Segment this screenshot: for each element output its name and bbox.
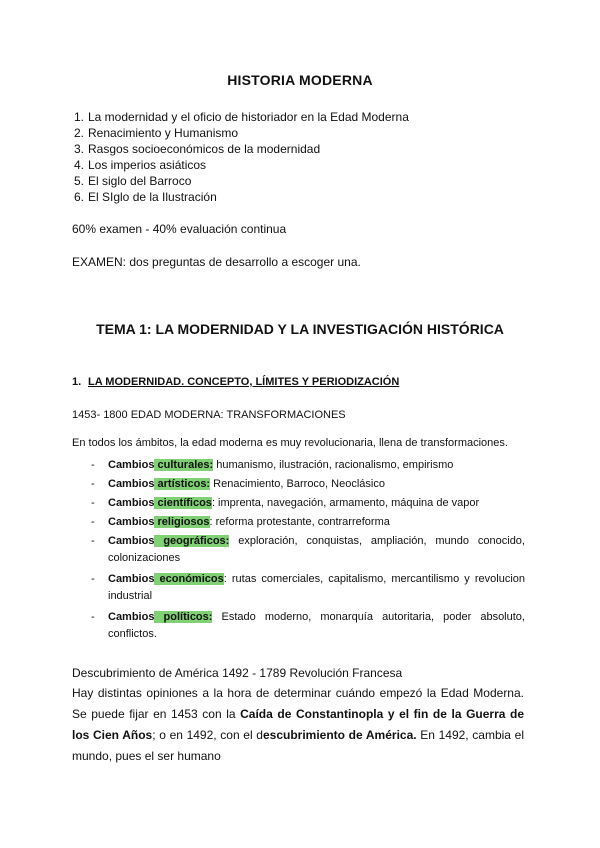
change-label: Cambios bbox=[108, 497, 155, 509]
list-item bbox=[91, 514, 525, 531]
change-category-highlight: culturales: bbox=[154, 459, 214, 471]
exam-text: EXAMEN: dos preguntas de desarrollo a escoger una. bbox=[72, 255, 361, 269]
change-description: Estado moderno, monarquía autoritaria, poder absoluto, conflictos. bbox=[108, 611, 525, 640]
change-category-highlight: científicos bbox=[154, 497, 212, 509]
list-text: Renacimiento y Humanismo bbox=[88, 126, 239, 140]
change-label: Cambios bbox=[108, 573, 155, 585]
list-item bbox=[73, 158, 207, 172]
change-category-highlight: económicos bbox=[154, 573, 224, 585]
list-item bbox=[73, 190, 217, 204]
change-label: Cambios bbox=[108, 478, 155, 490]
list-number: 6. bbox=[73, 190, 84, 204]
list-item bbox=[91, 476, 525, 493]
change-description: : rutas comerciales, capitalismo, mercantilismo y revolucion industrial bbox=[108, 573, 525, 602]
list-item bbox=[73, 126, 239, 140]
paragraph-text: En 1492, cambia el mundo, pues el ser humano bbox=[72, 728, 524, 763]
change-category-highlight: geográficos: bbox=[154, 535, 230, 547]
bullet-dash: - bbox=[91, 611, 95, 623]
intro-text: En todos los ámbitos, la edad moderna es muy revolucionaria, llena de transformaciones. bbox=[72, 437, 508, 449]
period-text: 1453- 1800 EDAD MODERNA: TRANSFORMACIONES bbox=[72, 409, 346, 421]
bullet-dash: - bbox=[91, 573, 95, 585]
change-label: Cambios bbox=[108, 459, 155, 471]
list-text: El siglo del Barroco bbox=[88, 174, 192, 188]
bullet-dash: - bbox=[91, 459, 95, 471]
paragraph-bold: escubrimiento de América. bbox=[262, 728, 417, 742]
section-heading bbox=[72, 376, 400, 388]
change-category-highlight: artísticos: bbox=[154, 478, 211, 490]
section-number: 1. bbox=[72, 376, 82, 388]
list-item bbox=[91, 609, 525, 643]
paragraph-text: ; o en 1492, con el d bbox=[152, 728, 263, 742]
list-item bbox=[91, 533, 525, 567]
list-item bbox=[91, 495, 525, 512]
list-number: 4. bbox=[73, 158, 84, 172]
bullet-dash: - bbox=[91, 516, 95, 528]
change-category-highlight: religiosos bbox=[154, 516, 210, 528]
change-description: : imprenta, navegación, armamento, máquina de vapor bbox=[211, 497, 480, 509]
list-item bbox=[73, 174, 192, 188]
list-item bbox=[91, 571, 525, 605]
list-number: 3. bbox=[73, 142, 84, 156]
list-number: 2. bbox=[73, 126, 84, 140]
list-item bbox=[91, 457, 525, 474]
bullet-dash: - bbox=[91, 478, 95, 490]
change-description: Renacimiento, Barroco, Neoclásico bbox=[210, 478, 385, 490]
change-description: humanismo, ilustración, racionalismo, empirismo bbox=[213, 459, 454, 471]
change-description: : reforma protestante, contrarreforma bbox=[209, 516, 390, 528]
body-paragraph bbox=[72, 683, 524, 767]
change-label: Cambios bbox=[108, 535, 155, 547]
list-number: 1. bbox=[73, 110, 84, 124]
paragraph-bold: Caída de Constantinopla y el fin de la Guerra de los Cien Años bbox=[72, 707, 524, 742]
list-text: Rasgos socioeconómicos de la modernidad bbox=[88, 142, 321, 156]
bullet-dash: - bbox=[91, 497, 95, 509]
change-label: Cambios bbox=[108, 516, 155, 528]
dates-line: Descubrimiento de América 1492 - 1789 Revolución Francesa bbox=[72, 666, 403, 680]
section-title: LA MODERNIDAD. CONCEPTO, LÍMITES Y PERIODIZACIÓN bbox=[88, 376, 400, 388]
page-title: HISTORIA MODERNA bbox=[227, 72, 373, 88]
list-text: Los imperios asiáticos bbox=[88, 158, 207, 172]
list-item bbox=[73, 110, 409, 124]
change-label: Cambios bbox=[108, 611, 155, 623]
change-category-highlight: políticos: bbox=[154, 611, 213, 623]
bullet-dash: - bbox=[91, 535, 95, 547]
list-item bbox=[73, 142, 321, 156]
paragraph-text: Hay distintas opiniones a la hora de determinar cuándo empezó la Edad Moderna. Se puede fijar en 1453 con la bbox=[72, 686, 524, 721]
grading-text: 60% examen - 40% evaluación continua bbox=[72, 222, 287, 236]
change-description: exploración, conquistas, ampliación, mundo conocido, colonizaciones bbox=[108, 535, 525, 564]
list-text: La modernidad y el oficio de historiador en la Edad Moderna bbox=[88, 110, 409, 124]
list-number: 5. bbox=[73, 174, 84, 188]
list-text: El SIglo de la Ilustración bbox=[88, 190, 217, 204]
tema-heading: TEMA 1: LA MODERNIDAD Y LA INVESTIGACIÓN HISTÓRICA bbox=[96, 321, 504, 337]
